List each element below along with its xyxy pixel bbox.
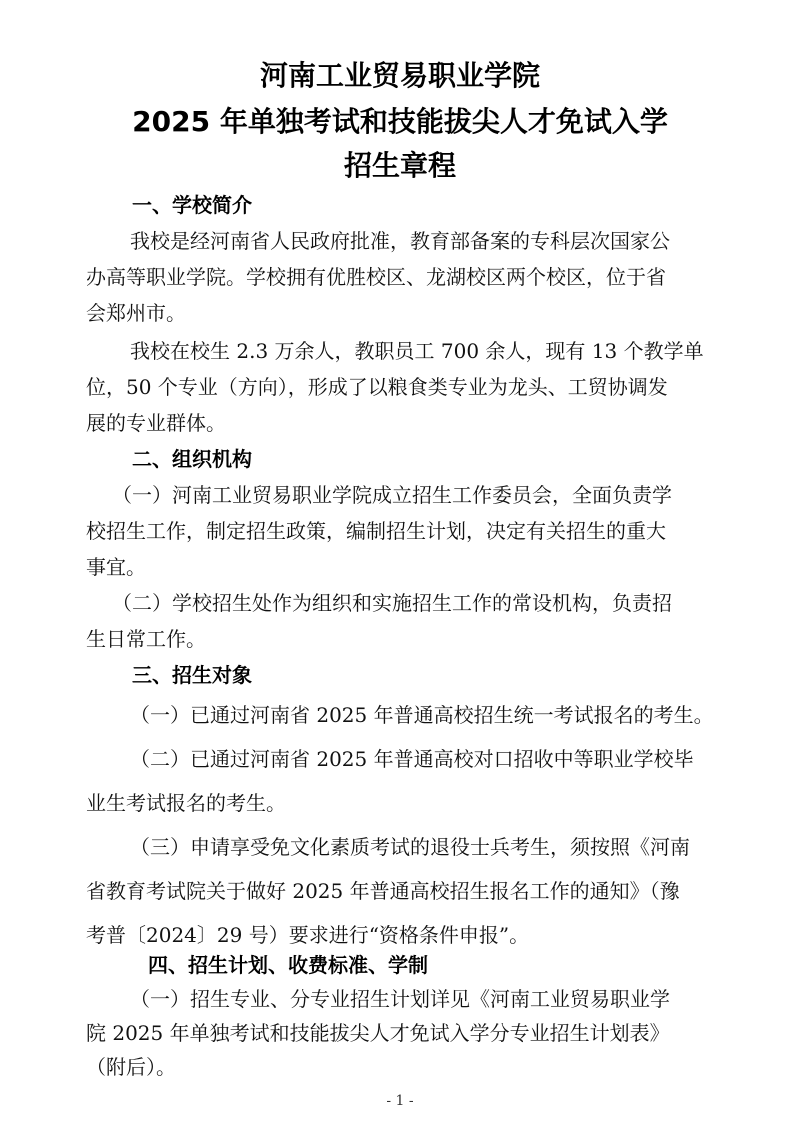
document-title-line-3: 招生章程 <box>343 149 456 182</box>
paragraph-line: 省教育考试院关于做好 2025 年普通高校招生报名工作的通知》（豫 <box>86 879 680 903</box>
paragraph-line: 考普〔2024〕29 号）要求进行“资格条件申报”。 <box>86 923 530 947</box>
paragraph-line: 我校是经河南省人民政府批准，教育部备案的专科层次国家公 <box>130 229 670 253</box>
document-title-line-2: 2025 年单独考试和技能拔尖人才免试入学 <box>132 105 668 138</box>
section-heading-admission-targets: 三、招生对象 <box>132 663 252 687</box>
paragraph-line: 我校在校生 2.3 万余人，教职员工 700 余人，现有 13 个教学单 <box>130 339 704 363</box>
paragraph-line: 事宜。 <box>86 555 146 579</box>
document-title-line-1: 河南工业贸易职业学院 <box>259 59 540 92</box>
section-heading-school-intro: 一、学校简介 <box>132 193 252 217</box>
paragraph-line: 生日常工作。 <box>86 627 206 651</box>
section-heading-organization: 二、组织机构 <box>132 447 252 471</box>
paragraph-line: 位，50 个专业（方向），形成了以粮食类专业为龙头、工贸协调发 <box>86 375 668 399</box>
paragraph-line: （二）学校招生处作为组织和实施招生工作的常设机构，负责招 <box>112 591 672 615</box>
paragraph-line: （三）申请享受免文化素质考试的退役士兵考生，须按照《河南 <box>130 835 690 859</box>
paragraph-line: （一）招生专业、分专业招生计划详见《河南工业贸易职业学 <box>130 987 670 1011</box>
section-heading-plan-fees: 四、招生计划、收费标准、学制 <box>148 953 428 977</box>
paragraph-line: 办高等职业学院。学校拥有优胜校区、龙湖校区两个校区，位于省 <box>86 265 666 289</box>
paragraph-line: 业生考试报名的考生。 <box>86 791 286 815</box>
paragraph-line: 院 2025 年单独考试和技能拔尖人才免试入学分专业招生计划表》 <box>86 1021 670 1045</box>
paragraph-line: 校招生工作，制定招生政策，编制招生计划，决定有关招生的重大 <box>86 519 666 543</box>
paragraph-line: （一）河南工业贸易职业学院成立招生工作委员会，全面负责学 <box>112 483 672 507</box>
page-number: - 1 - <box>386 1093 414 1109</box>
paragraph-line: （二）已通过河南省 2025 年普通高校对口招收中等职业学校毕 <box>130 747 694 771</box>
paragraph-line: （附后）。 <box>86 1055 176 1079</box>
paragraph-line: 会郑州市。 <box>86 301 186 325</box>
paragraph-line: 展的专业群体。 <box>86 411 226 435</box>
paragraph-line: （一）已通过河南省 2025 年普通高校招生统一考试报名的考生。 <box>130 703 714 727</box>
